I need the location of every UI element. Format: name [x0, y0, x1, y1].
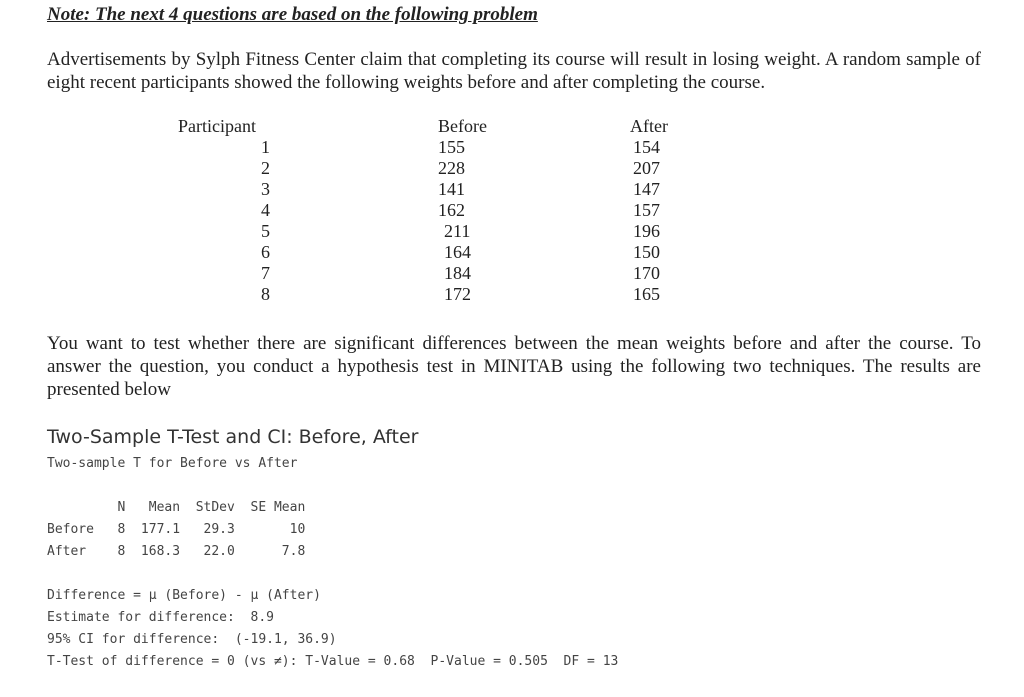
participant-cell: 6 — [261, 242, 270, 262]
participant-column — [178, 116, 270, 305]
before-header: Before — [438, 116, 487, 136]
before-cell: 228 — [438, 158, 465, 178]
before-cell: 162 — [438, 200, 465, 220]
ci-line: 95% CI for difference: (-19.1, 36.9) — [47, 632, 337, 647]
participant-cell: 5 — [261, 221, 270, 241]
participant-header: Participant — [178, 116, 256, 136]
before-cell: 164 — [444, 242, 471, 262]
before-cell: 155 — [438, 137, 465, 157]
after-header: After — [630, 116, 668, 136]
after-cell: 196 — [633, 221, 660, 241]
ttest-line: T-Test of difference = 0 (vs ≠): T-Value = 0.68 P-Value = 0.505 DF = 13 — [47, 654, 619, 669]
stats-header-row: N Mean StDev SE Mean — [47, 500, 306, 515]
participant-cell: 3 — [261, 179, 270, 199]
estimate-line: Estimate for difference: 8.9 — [47, 610, 274, 625]
stats-row-after: After 8 168.3 22.0 7.8 — [47, 544, 306, 559]
after-cell: 147 — [633, 179, 660, 199]
after-cell: 154 — [633, 137, 660, 157]
participant-cell: 7 — [261, 263, 270, 283]
before-cell: 211 — [444, 221, 471, 241]
minitab-subtitle: Two-sample T for Before vs After — [47, 456, 298, 471]
stats-row-before: Before 8 177.1 29.3 10 — [47, 522, 306, 537]
before-cell: 172 — [444, 284, 471, 304]
after-column — [630, 116, 690, 305]
after-cell: 165 — [633, 284, 660, 304]
difference-line: Difference = μ (Before) - μ (After) — [47, 588, 321, 603]
after-cell: 157 — [633, 200, 660, 220]
participant-cell: 4 — [261, 200, 270, 220]
participant-cell: 1 — [261, 137, 270, 157]
problem-paragraph: Advertisements by Sylph Fitness Center claim that completing its course will result in losing weight. A random sample of eight recent participants showed the following weights before and after completing the course. — [47, 49, 981, 93]
note-heading: Note: The next 4 questions are based on the following problem — [47, 4, 538, 25]
after-cell: 170 — [633, 263, 660, 283]
hypothesis-paragraph: You want to test whether there are significant differences between the mean weights before and after the course. To answer the question, you conduct a hypothesis test in MINITAB using the following two techniques. The results are presented below — [47, 333, 981, 400]
participant-cell: 8 — [261, 284, 270, 304]
before-cell: 184 — [444, 263, 471, 283]
before-cell: 141 — [438, 179, 465, 199]
minitab-title: Two-Sample T-Test and CI: Before, After — [47, 426, 419, 448]
after-cell: 207 — [633, 158, 660, 178]
participant-cell: 2 — [261, 158, 270, 178]
before-column — [438, 116, 498, 305]
after-cell: 150 — [633, 242, 660, 262]
